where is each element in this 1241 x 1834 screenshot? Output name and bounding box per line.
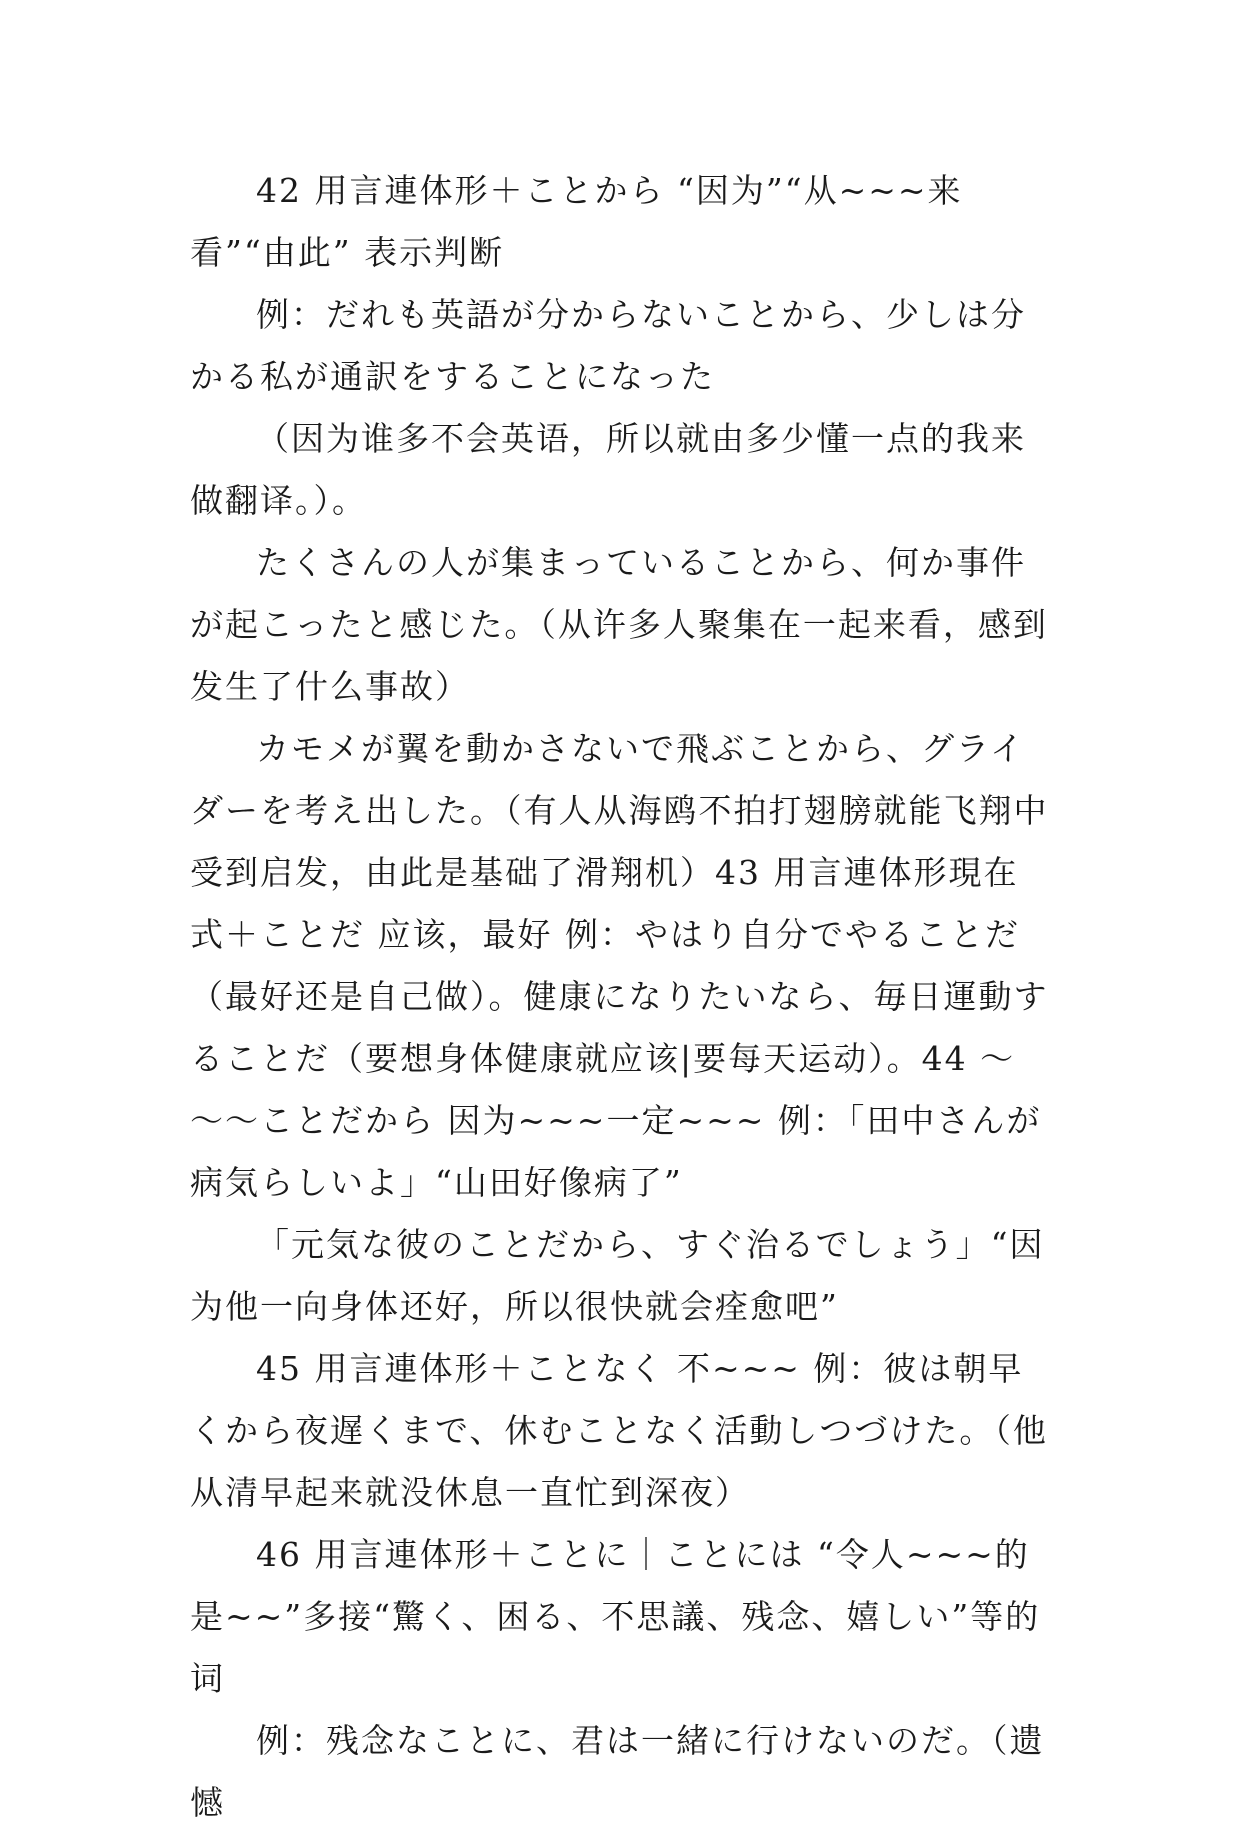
paragraph-example-glider-43-44: カモメが翼を動かさないで飛ぶことから、グライダーを考え出した。（有人从海鸥不拍打翅膀就能飞翔中受到启发，由此是基础了滑翔机）43 用言連体形現在式＋ことだ 应该，最好 例：やはり自分でやることだ（最好还是自己做）。健康になりたいなら、毎日運動することだ（要想身体健康就应该|要每天运动）。44 ～～～ことだから 因为~~~一定~~~ 例：「田中さんが病気らしいよ」“山田好像病了” — [190, 729, 1049, 1202]
paragraph-example-english: 例：だれも英語が分からないことから、少しは分かる私が通訳をすることになった — [190, 295, 1026, 396]
document-body — [190, 160, 1050, 1834]
paragraph-45: 45 用言連体形＋ことなく 不~~~ 例：彼は朝早くから夜遅くまで、休むことなく活動しつづけた。（他从清早起来就没休息一直忙到深夜） — [190, 1349, 1048, 1512]
paragraph-example-crowd: たくさんの人が集まっていることから、何か事件が起こったと感じた。（从许多人聚集在一起来看，感到发生了什么事故） — [190, 543, 1048, 706]
paragraph-example-recovery: 「元気な彼のことだから、すぐ治るでしょう」“因为他一向身体还好，所以很快就会痊愈吧” — [190, 1225, 1045, 1326]
paragraph-42-heading: 42 用言連体形＋ことから “因为”“从~~~来看”“由此” 表示判断 — [190, 171, 963, 272]
paragraph-example-regret: 例：残念なことに、君は一緒に行けないのだ。（遗憾 — [190, 1721, 1045, 1822]
paragraph-46-heading: 46 用言連体形＋ことに｜ことには “令人~~~的是~~”多接“驚く、困る、不思議、残念、嬉しい”等的词 — [190, 1535, 1041, 1698]
paragraph-translation-english: （因为谁多不会英语，所以就由多少懂一点的我来做翻译。）。 — [190, 419, 1026, 520]
